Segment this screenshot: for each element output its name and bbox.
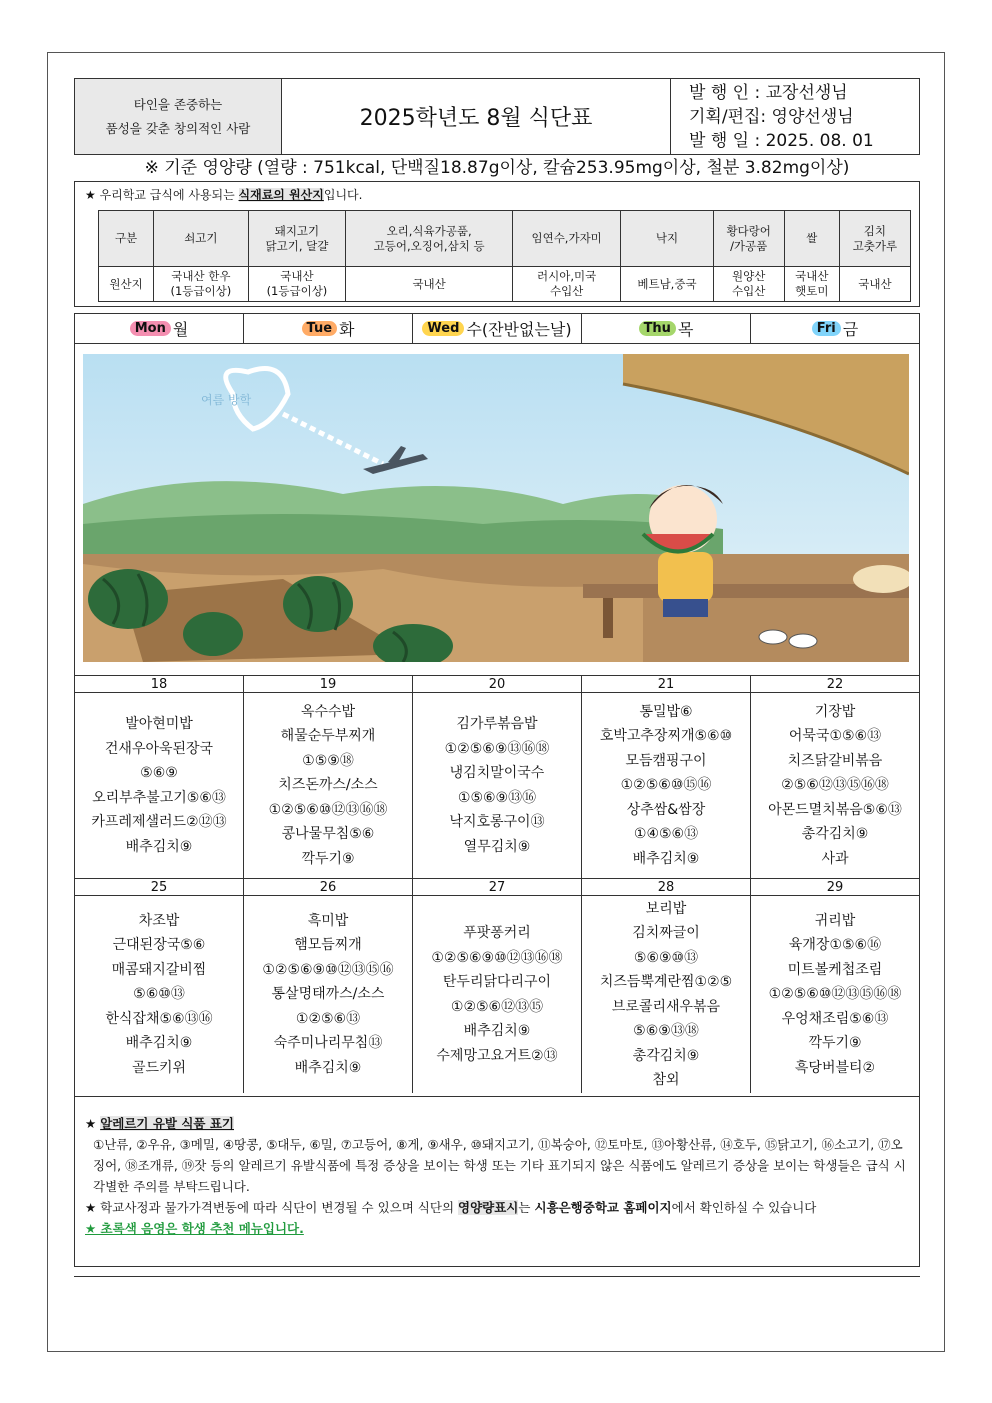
menu-item: 햄모듬찌개 — [294, 937, 362, 954]
allergy-end: 각별한 주의를 부탁드립니다. — [93, 1179, 250, 1194]
menu-item: 보리밥 — [645, 900, 687, 917]
menu-item: 총각김치⑨ — [801, 826, 869, 843]
origin-header-cell: 낙지 — [621, 211, 713, 267]
menu-item: 배추김치⑨ — [125, 838, 193, 855]
origin-value-cell: 국내산 — [839, 267, 910, 302]
publisher-info — [671, 79, 919, 154]
menu-item: 수제망고요거트②⑬ — [436, 1047, 558, 1064]
weekday-label: 금 — [842, 320, 859, 339]
menu-row — [75, 693, 919, 878]
date-cell: 27 — [413, 879, 582, 895]
menu-item: 배추김치⑨ — [463, 1023, 531, 1039]
menu-item: 숙주미나리무침⑬ — [273, 1035, 383, 1052]
origin-note: ★ 우리학교 급식에 사용되는 식재료의 원산지입니다. — [85, 188, 363, 202]
menu-item: 상추쌈&쌈장 — [626, 801, 706, 818]
menu-item: 흑당버블티② — [794, 1059, 876, 1076]
weekday-badge: Thu — [639, 321, 676, 336]
menu-item: 브로콜리새우볶음 — [611, 998, 721, 1015]
green-note: ★ 초록색 음영은 학생 추천 메뉴입니다. — [85, 1221, 304, 1236]
weekday-wed — [413, 314, 582, 343]
menu-item: 매콤돼지갈비찜 — [111, 961, 207, 978]
menu-item: ①②⑤⑥⑩⑫⑬⑮⑯⑱ — [768, 986, 902, 1003]
origin-header-cell: 구분 — [99, 211, 154, 267]
menu-item: 건새우아욱된장국 — [104, 740, 214, 757]
origin-value-cell: 국내산 (1등급이상) — [248, 267, 346, 302]
date-row — [75, 878, 919, 896]
menu-cell — [413, 693, 582, 878]
date-cell: 29 — [826, 880, 844, 895]
menu-item: ①⑤⑥⑨⑬⑯ — [457, 789, 537, 806]
menu-item: 흑미밥 — [307, 912, 349, 929]
menu-item: ①②⑤⑥⑬ — [295, 1010, 361, 1027]
menu-item: 모듬캠핑구이 — [625, 752, 707, 769]
motto-line: 품성을 갖춘 창의적인 사람 — [105, 120, 251, 136]
heart-text: 여름 방학 — [201, 393, 252, 407]
weekday-mon — [75, 314, 244, 343]
origin-header-cell: 쇠고기 — [154, 211, 249, 267]
origin-header-cell: 쌀 — [784, 211, 839, 267]
menu-item: ①④⑤⑥⑬ — [633, 826, 699, 843]
menu-item: 해물순두부찌개 — [280, 728, 376, 745]
menu-cell — [413, 896, 582, 1093]
publish-date: 발 행 일 : 2025. 08. 01 — [689, 130, 874, 151]
origin-header-cell: 오리,식육가공품, 고등어,오징어,삼치 등 — [346, 211, 513, 267]
menu-item: 옥수수밥 — [300, 703, 356, 720]
menu-item: ①②⑤⑥⑨⑬⑯⑱ — [444, 740, 550, 757]
weekday-label: 수(잔반없는날) — [466, 320, 572, 339]
menu-item: 총각김치⑨ — [632, 1047, 700, 1064]
menu-table — [74, 313, 920, 1267]
origin-value-cell: 베트남,중국 — [621, 267, 713, 302]
menu-item: 기장밥 — [814, 703, 856, 720]
menu-item: 냉김치말이국수 — [449, 765, 545, 781]
menu-item: 귀리밥 — [814, 912, 856, 929]
weekday-badge: Mon — [130, 321, 171, 336]
origin-value-cell: 원산지 — [99, 267, 154, 302]
menu-item: ⑤⑥⑨⑩⑬ — [633, 949, 699, 966]
date-row — [75, 675, 919, 693]
menu-item: 치즈닭갈비볶음 — [787, 752, 883, 769]
weekday-header — [75, 314, 919, 344]
menu-item: 깍두기⑨ — [808, 1035, 862, 1052]
menu-item: 낙지호롱구이⑬ — [449, 814, 545, 830]
menu-cell — [244, 693, 413, 878]
menu-item: ①②⑤⑥⑫⑬⑮ — [450, 998, 544, 1015]
origin-box — [74, 181, 920, 307]
date-cell: 21 — [582, 676, 751, 692]
menu-item: 김가루볶음밥 — [456, 716, 538, 732]
header — [74, 78, 920, 155]
date-cell: 26 — [244, 879, 413, 895]
menu-item: 배추김치⑨ — [632, 850, 700, 867]
bottom-divider — [74, 1276, 920, 1277]
nutrition-standard: ※ 기준 영양량 (열량 : 751kcal, 단백질18.87g이상, 칼슘253.95mg이상, 철분 3.82mg이상) — [144, 158, 850, 178]
weekday-badge: Tue — [302, 321, 338, 336]
menu-item: 통살명태까스/소스 — [271, 986, 385, 1003]
menu-cell — [751, 693, 919, 878]
date-cell: 19 — [244, 676, 413, 692]
menu-item: 호박고추장찌개⑤⑥⑩ — [599, 728, 733, 745]
menu-item: ①②⑤⑥⑨⑩⑫⑬⑮⑯ — [262, 961, 394, 978]
menu-cell — [582, 693, 751, 878]
date-cell: 25 — [75, 879, 244, 895]
menu-item: 육개장①⑤⑥⑯ — [788, 937, 882, 954]
menu-item: ⑤⑥⑩⑬ — [133, 986, 185, 1003]
menu-item: 차조밥 — [138, 912, 180, 929]
menu-cell — [75, 896, 244, 1093]
date-cell: 28 — [582, 879, 751, 895]
menu-row — [75, 896, 919, 1093]
menu-item: 사과 — [821, 850, 849, 867]
menu-cell — [75, 693, 244, 878]
menu-item: 치즈돈까스/소스 — [278, 777, 378, 794]
weekday-label: 월 — [172, 320, 189, 339]
motto-line: 타인을 존중하는 — [133, 96, 223, 112]
origin-header-cell: 임연수,가자미 — [512, 211, 620, 267]
summer-vacation-illustration — [83, 354, 909, 662]
menu-item: ①②⑤⑥⑨⑩⑫⑬⑯⑱ — [431, 949, 563, 966]
menu-item: 아몬드멸치볶음⑤⑥⑬ — [768, 801, 902, 818]
menu-item: 치즈듬뿍계란찜①②⑤ — [599, 974, 733, 990]
menu-item: 어묵국①⑤⑥⑬ — [788, 728, 882, 745]
menu-item: 참외 — [652, 1072, 680, 1088]
weekday-label: 화 — [339, 320, 355, 339]
date-cell: 22 — [826, 677, 844, 692]
menu-item: ②⑤⑥⑫⑬⑮⑯⑱ — [781, 777, 889, 794]
menu-item: 배추김치⑨ — [125, 1035, 193, 1052]
publisher: 발 행 인 : 교장선생님 — [689, 82, 848, 103]
origin-value-cell: 국내산 한우 (1등급이상) — [154, 267, 249, 302]
origin-header-cell: 황다랑어 /가공품 — [713, 211, 784, 267]
menu-item: ①②⑤⑥⑩⑮⑯ — [620, 777, 712, 794]
menu-item: 깍두기⑨ — [301, 850, 355, 867]
menu-item: ①⑤⑨⑱ — [302, 752, 354, 769]
menu-item: 탄두리닭다리구이 — [442, 974, 552, 990]
menu-item: 배추김치⑨ — [294, 1059, 362, 1076]
allergy-text: ①난류, ②우유, ③메밀, ④땅콩, ⑤대두, ⑥밀, ⑦고등어, ⑧게, ⑨새우, ⑩돼지고기, ⑪복숭아, ⑫토마토, ⑬아황산류, ⑭호두, ⑮닭고기, ⑯소고기, ⑰오징어, ⑱조개류, ⑲잣 등의 알레르기 유발식품에 특정 증상을 보이는 학생 또는 기타 표기되지 않은 식품에도 알레르기 증상을 보이는 학생들은 급식 시 — [93, 1137, 906, 1173]
menu-item: ①②⑤⑥⑩⑫⑬⑯⑱ — [268, 801, 388, 818]
page-title: 2025학년도 8월 식단표 — [282, 79, 671, 154]
date-cell: 20 — [413, 676, 582, 692]
weekday-fri — [751, 314, 919, 343]
menu-item: 오리부추불고기⑤⑥⑬ — [92, 789, 226, 806]
origin-value-cell: 원양산 수입산 — [713, 267, 784, 302]
menu-item: 김치짜글이 — [632, 925, 700, 941]
origin-value-cell: 국내산 햇토미 — [784, 267, 839, 302]
menu-item: ⑤⑥⑨⑬⑱ — [633, 1023, 699, 1039]
weekday-badge: Wed — [422, 321, 464, 336]
menu-cell — [582, 896, 751, 1093]
menu-item: 열무김치⑨ — [463, 838, 531, 855]
menu-item: 우엉채조림⑤⑥⑬ — [781, 1010, 889, 1027]
origin-value-cell: 국내산 — [346, 267, 513, 302]
date-cell: 18 — [75, 676, 244, 692]
origin-value-cell: 러시아,미국 수입산 — [512, 267, 620, 302]
menu-cell — [751, 896, 919, 1093]
menu-item: 한식잡채⑤⑥⑬⑯ — [105, 1010, 213, 1027]
school-motto — [75, 79, 282, 154]
menu-cell — [244, 896, 413, 1093]
menu-item: 카프레제샐러드②⑫⑬ — [91, 814, 227, 830]
menu-item: 통밀밥⑥ — [639, 703, 693, 720]
menu-item: 콩나물무침⑤⑥ — [281, 826, 375, 843]
menu-item: 푸팟퐁커리 — [463, 925, 531, 941]
weekday-tue — [244, 314, 413, 343]
menu-item: ⑤⑥⑨ — [140, 765, 178, 781]
weekday-label: 목 — [677, 320, 694, 339]
weekday-thu — [582, 314, 751, 343]
menu-item: 발아현미밥 — [125, 716, 193, 732]
menu-grid — [75, 675, 919, 1093]
weekday-badge: Fri — [812, 321, 841, 336]
origin-header-cell: 김치 고춧가루 — [839, 211, 910, 267]
menu-item: 근대된장국⑤⑥ — [112, 937, 206, 954]
origin-header-cell: 돼지고기 닭고기, 달걀 — [248, 211, 346, 267]
menu-item: 미트볼케첩조림 — [787, 961, 883, 978]
origin-table — [98, 210, 911, 302]
allergy-title: ★ 알레르기 유발 식품 표기 — [85, 1116, 234, 1131]
menu-item: 골드키위 — [131, 1059, 187, 1076]
notes-section — [75, 1096, 919, 1266]
change-notice: ★ 학교사정과 물가가격변동에 따라 식단이 변경될 수 있으며 식단의 영양량표시는 시흥은행중학교 홈페이지에서 확인하실 수 있습니다 — [85, 1200, 817, 1215]
editor: 기획/편집: 영양선생님 — [689, 106, 854, 127]
